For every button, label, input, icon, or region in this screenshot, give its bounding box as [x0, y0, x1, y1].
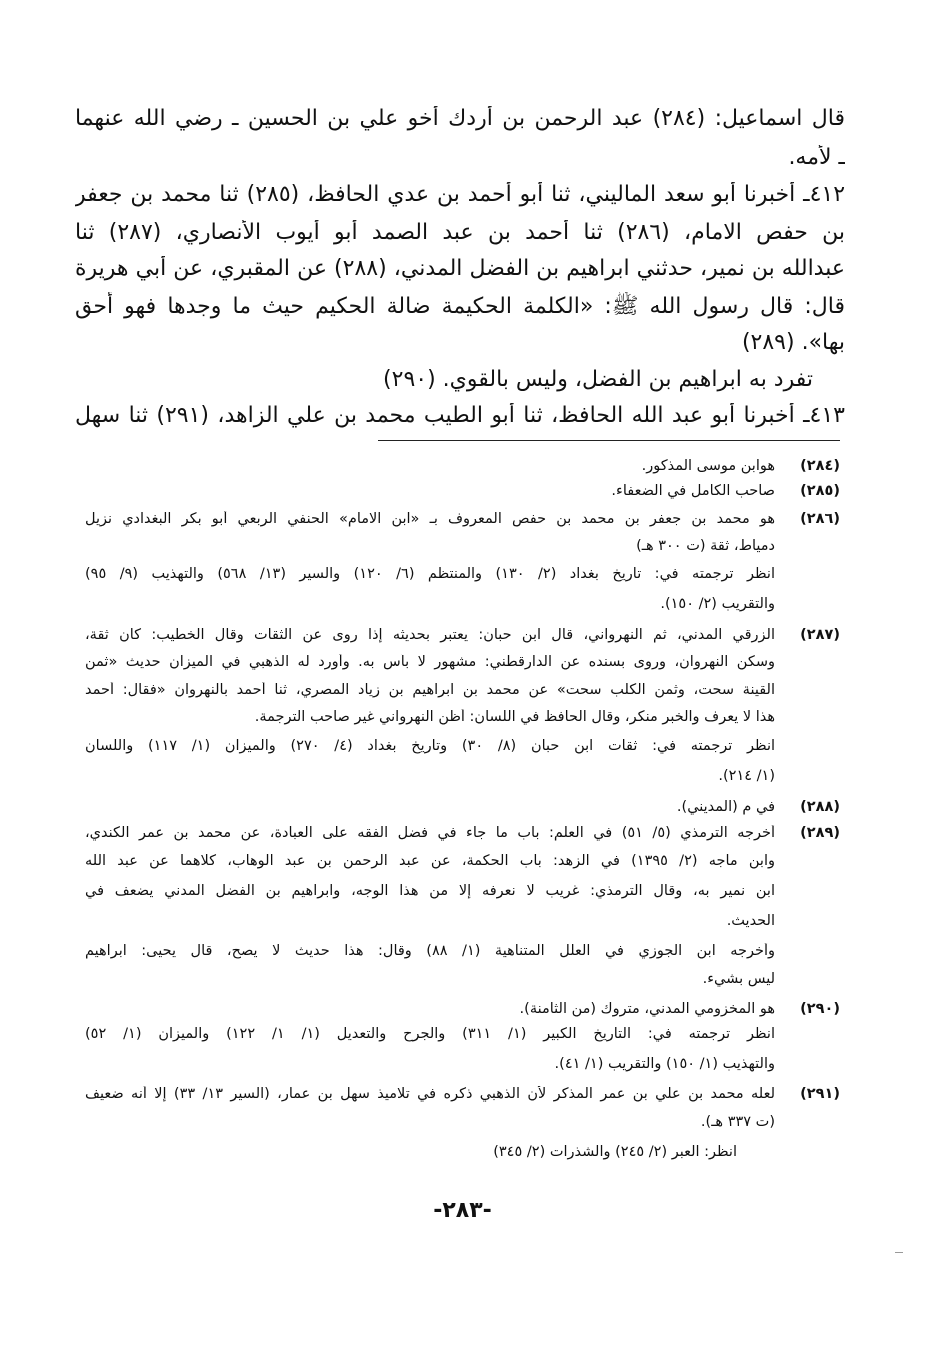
footnote-line: وابن ماجه (٢/ ١٣٩٥) في الزهد: باب الحكمة، عن عبد الرحمن بن عبد الوهاب، كلاهما عن عبد الله	[85, 853, 775, 869]
main-text-line: عبدالله بن نمير، حدثني ابراهيم بن الفضل المدني، (٢٨٨) عن المقبري، عن أبي هريرة	[75, 256, 845, 281]
footnote-line: انظر: العبر (٢/ ٢٤٥) والشذرات (٢/ ٣٤٥)	[493, 1144, 737, 1160]
main-text-line: ـ لأمه.	[788, 145, 845, 170]
footnote-number: (٢٨٩)	[800, 825, 840, 841]
footnote-line: (ت ٣٣٧ هـ).	[700, 1114, 775, 1130]
footnote-line: ابن نمير به، وقال الترمذي: غريب لا نعرفه إلا من هذا الوجه، وابراهيم بن الفضل المدني يضعف في	[85, 883, 775, 899]
footnote-number: (٢٨٤)	[800, 458, 840, 474]
footnote-number: (٢٨٥)	[800, 483, 840, 499]
footnote-line: وسكن النهروان، وروى بسنده عن الدارقطني: مشهور لا بأس به. وأورد له الذهبي في الميزان حديث «ثمن	[85, 654, 775, 670]
footnote-number: (٢٩٠)	[800, 1001, 840, 1017]
main-text-line: ٤١٣ـ أخبرنا أبو عبد الله الحافظ، ثنا أبو الطيب محمد بن علي الزاهد، (٢٩١) ثنا سهل	[75, 403, 845, 428]
footnote-line: لعله محمد بن علي بن عمر المذكر لأن الذهبي ذكره في تلاميذ سهل بن عمار، (السير ١٣/ ٣٣) إلا أنه ضعيف	[85, 1086, 775, 1102]
footnote-line: والتقريب (٢/ ١٥٠).	[660, 596, 775, 612]
footnote-line: صاحب الكامل في الضعفاء.	[611, 483, 775, 499]
footnote-line: الزرقي المدني، ثم النهرواني، قال ابن حبان: يعتبر بحديثه إذا روى عن الثقات وقال الخطيب: كان ثقة،	[85, 627, 775, 643]
footnote-line: انظر ترجمته في: ثقات ابن حبان (٨/ ٣٠) وتاريخ بغداد (٤/ ٢٧٠) والميزان (١/ ١١٧) واللسان	[85, 738, 775, 754]
footnote-number: (٢٨٧)	[800, 627, 840, 643]
footnote-line: هو محمد بن جعفر بن محمد بن حفص المعروف بـ «ابن الامام» الحنفي الربعي أبو بكر البغدادي نزيل	[85, 511, 775, 527]
footnote-line: الحديث.	[726, 913, 775, 929]
footnote-line: القينة سحت، وثمن الكلب سحت» عن محمد بن ابراهيم بن زياد المصري، ثنا أحمد بالنهروان «فقال: أحمد	[85, 682, 775, 698]
footnote-line: في م (المديني).	[676, 799, 775, 815]
main-text-line: تفرد به ابراهيم بن الفضل، وليس بالقوي. (٢٩٠)	[383, 367, 813, 392]
footnote-line: هوابن موسى المذكور.	[641, 458, 775, 474]
main-text-line: بها». (٢٨٩)	[741, 330, 845, 355]
main-text-line: بن حفص الامام، (٢٨٦) ثنا أحمد بن عبد الصمد أبو أيوب الأنصاري، (٢٨٧) ثنا	[75, 220, 845, 245]
footnote-number: (٢٨٦)	[800, 511, 840, 527]
footnote-line: هذا لا يعرف والخبر منكر، وقال الحافظ في اللسان: أظن النهرواني غير صاحب الترجمة.	[254, 709, 775, 725]
footnote-number: (٢٨٨)	[800, 799, 840, 815]
page-number: -٢٨٣-	[433, 1198, 492, 1223]
margin-mark	[895, 1252, 903, 1253]
footnote-line: ليس بشيء.	[702, 971, 775, 987]
footnote-line: أخرجه الترمذي (٥/ ٥١) في العلم: باب ما جاء في فضل الفقه على العبادة، عن محمد بن عمر الكندي،	[85, 825, 775, 841]
footnote-line: والتهذيب (١/ ١٥٠) والتقريب (١/ ٤١).	[554, 1056, 775, 1072]
footnote-line: دمياط، ثقة (ت ٣٠٠ هـ)	[636, 538, 775, 554]
main-text-line: قال: قال رسول الله ﷺ: «الكلمة الحكيمة ضالة الحكيم حيث ما وجدها فهو أحق	[75, 294, 845, 319]
main-text-line: ٤١٢ـ أخبرنا أبو سعد الماليني، ثنا أبو أحمد بن عدي الحافظ، (٢٨٥) ثنا محمد بن جعفر	[75, 182, 845, 207]
footnote-line: هو المخزومي المدني، متروك (من الثامنة).	[519, 1001, 775, 1017]
footnote-line: (١/ ٢١٤).	[718, 768, 775, 784]
footnote-separator	[378, 440, 840, 441]
main-text-line: قال اسماعيل: (٢٨٤) عبد الرحمن بن أردك أخو علي بن الحسين ـ رضي الله عنهما	[75, 106, 845, 131]
footnote-line: وأخرجه ابن الجوزي في العلل المتناهية (١/ ٨٨) وقال: هذا حديث لا يصح، قال يحيى: ابراهيم	[85, 943, 775, 959]
footnote-line: انظر ترجمته في: تاريخ بغداد (٢/ ١٣٠) والمنتظم (٦/ ١٢٠) والسير (١٣/ ٥٦٨) والتهذيب (٩/ ٩٥)	[85, 566, 775, 582]
footnote-line: انظر ترجمته في: التاريخ الكبير (١/ ٣١١) والجرح والتعديل (١/ ١/ ١٢٢) والميزان (١/ ٥٢)	[85, 1026, 775, 1042]
footnote-number: (٢٩١)	[800, 1086, 840, 1102]
